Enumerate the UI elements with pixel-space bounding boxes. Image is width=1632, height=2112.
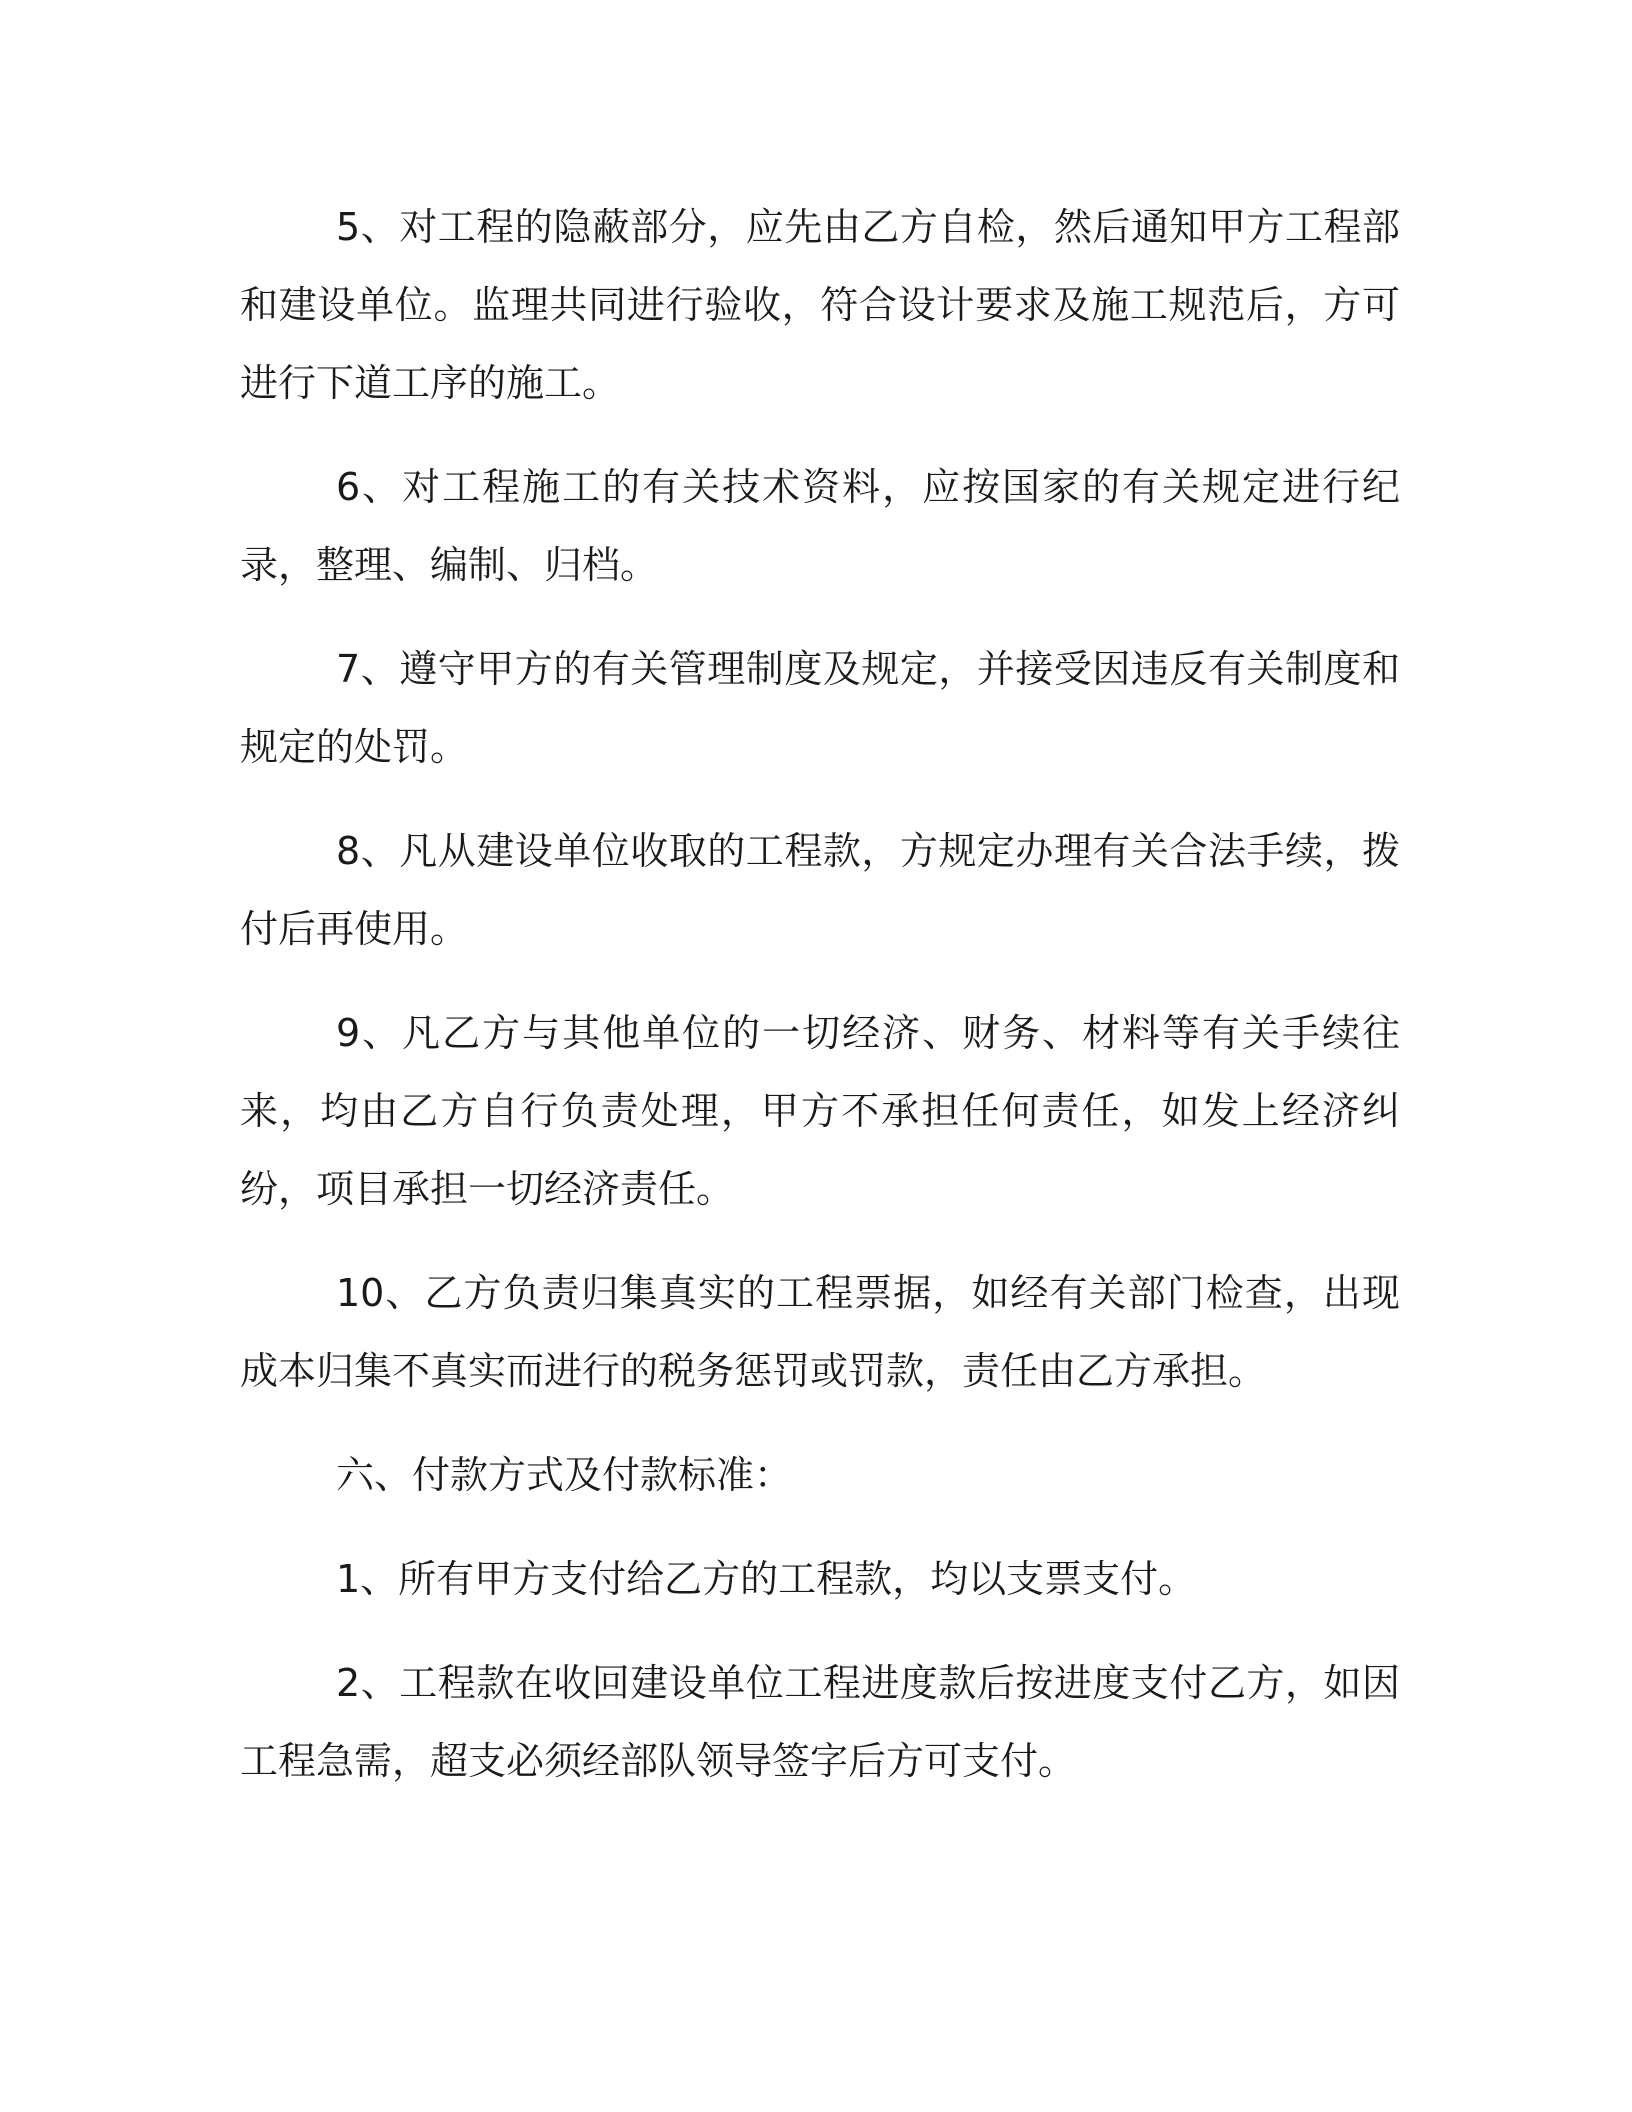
clause-10: 10、乙方负责归集真实的工程票据，如经有关部门检查，出现成本归集不真实而进行的税务惩罚或罚款，责任由乙方承担。	[240, 1271, 1400, 1393]
document-body	[240, 188, 1400, 1826]
payment-clause-1: 1、所有甲方支付给乙方的工程款，均以支票支付。	[336, 1557, 1197, 1601]
clause-5: 5、对工程的隐蔽部分，应先由乙方自检，然后通知甲方工程部和建设单位。监理共同进行验收，符合设计要求及施工规范后，方可进行下道工序的施工。	[240, 205, 1400, 405]
payment-clause-2: 2、工程款在收回建设单位工程进度款后按进度支付乙方，如因工程急需，超支必须经部队领导签字后方可支付。	[240, 1661, 1400, 1783]
clause-8: 8、凡从建设单位收取的工程款，方规定办理有关合法手续，拨付后再使用。	[240, 829, 1400, 951]
clause-9: 9、凡乙方与其他单位的一切经济、财务、材料等有关手续往来，均由乙方自行负责处理，甲方不承担任何责任，如发上经济纠纷，项目承担一切经济责任。	[240, 1011, 1400, 1211]
clause-7: 7、遵守甲方的有关管理制度及规定，并接受因违反有关制度和规定的处罚。	[240, 647, 1400, 769]
clause-6: 6、对工程施工的有关技术资料，应按国家的有关规定进行纪录，整理、编制、归档。	[240, 465, 1400, 587]
section-heading-payment: 六、付款方式及付款标准：	[336, 1453, 793, 1497]
